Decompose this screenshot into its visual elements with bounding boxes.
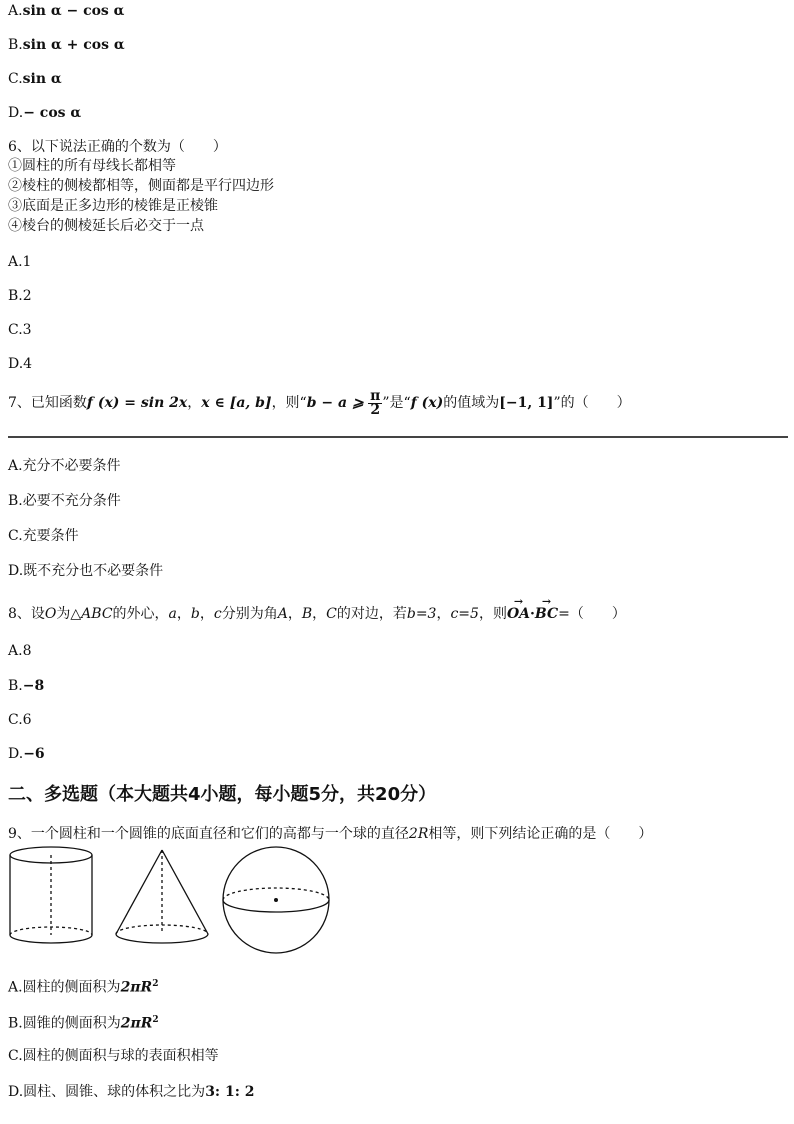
q6-option-b: B.2 (8, 288, 32, 304)
option-value: −6 (23, 746, 45, 762)
q8-comma: ， (287, 606, 302, 622)
option-math: 2πR (120, 979, 153, 996)
q5-option-c (8, 70, 62, 88)
q8-prefix: 8、设 (8, 606, 45, 622)
q8-o: O (44, 606, 57, 622)
q6-statement-3: ③底面是正多边形的棱锥是正棱锥 (8, 198, 218, 214)
option-value: −8 (22, 678, 45, 694)
sphere-figure (223, 847, 329, 953)
q8-vector-bc: → BC (535, 605, 558, 623)
q7-option-c: C.充要条件 (8, 528, 79, 544)
cone-base-front (116, 934, 208, 943)
q9-option-c (8, 1047, 219, 1065)
q7-fx: f (x) (410, 395, 444, 411)
q9-2r: 2R (408, 826, 429, 842)
q7-then: ，则“ (271, 395, 307, 411)
option-prefix: D. (8, 746, 24, 762)
frac-numerator: π (370, 387, 381, 404)
q7-cond-lhs: b − a ⩾ (306, 395, 364, 411)
q6-statement-1: ①圆柱的所有母线长都相等 (8, 158, 176, 174)
q6-statement-2: ②棱柱的侧棱都相等，侧面都是平行四边形 (8, 178, 274, 194)
q6-option-a: A.1 (8, 254, 32, 270)
q8-triangle: △ABC (70, 606, 113, 622)
q8-angle-b: B (301, 606, 313, 622)
q6-stem: 6、以下说法正确的个数为（ ） (8, 139, 227, 155)
option-text: C.圆柱的侧面积与球的表面积相等 (8, 1048, 219, 1064)
option-prefix: B. (8, 37, 23, 53)
option-text: D.圆柱、圆锥、球的体积之比为 (8, 1084, 206, 1100)
cone-figure (116, 850, 208, 943)
option-math: − cos α (23, 105, 82, 121)
q8-t3: 分别为角 (221, 606, 278, 622)
q7-stem (8, 388, 631, 418)
q8-vector-oa: → OA (507, 605, 530, 623)
q8-a: a (168, 606, 177, 622)
q7-mid: ”是“ (382, 395, 411, 411)
q7-option-b: B.必要不充分条件 (8, 493, 121, 509)
q8-comma: ， (199, 606, 214, 622)
q7-option-a: A.充分不必要条件 (8, 458, 121, 474)
option-value: 6 (22, 712, 32, 728)
option-prefix: D. (8, 105, 24, 121)
q6-option-d: D.4 (8, 356, 33, 372)
option-prefix: A. (8, 643, 23, 659)
q9-stem-b: 相等，则下列结论正确的是（ ） (428, 826, 653, 842)
q7-prefix: 7、已知函数 (8, 395, 87, 411)
option-prefix: C. (8, 71, 23, 87)
option-text: B.圆锥的侧面积为 (8, 1015, 121, 1032)
q8-t2: 的外心， (112, 606, 169, 622)
option-math: 3: 1: 2 (205, 1084, 255, 1100)
q9-stem (8, 825, 652, 843)
q9-figures (0, 842, 794, 962)
q7-domain: x ∈ [a, b] (201, 395, 272, 411)
option-sup: 2 (152, 1015, 159, 1025)
section-heading: 二、多选题（本大题共4小题，每小题5分，共20分） (8, 784, 437, 805)
q8-t4: 的对边，若 (336, 606, 407, 622)
q9-option-d (8, 1083, 255, 1101)
option-prefix: B. (8, 678, 23, 694)
q6-option-c: C.3 (8, 322, 32, 338)
option-math: sin α (22, 71, 62, 87)
q8-c-value: c=5 (450, 606, 479, 622)
sphere-center-dot (274, 898, 278, 902)
frac-denominator: 2 (370, 401, 381, 418)
q7-fraction (368, 387, 382, 418)
q8-t1: 为 (56, 606, 71, 622)
q8-t5: ，则 (478, 606, 507, 622)
q8-comma: ， (176, 606, 191, 622)
q8-dot: · (530, 606, 535, 622)
q8-b: b (190, 606, 200, 622)
q7-range-text: 的值域为 (443, 395, 500, 411)
q8-c: c (213, 606, 222, 622)
q6-statement-4: ④棱台的侧棱延长后必交于一点 (8, 218, 204, 234)
option-text: A.圆柱的侧面积为 (8, 979, 121, 996)
cone-left-edge (116, 850, 162, 934)
q8-option-d (8, 745, 45, 763)
q7-function: f (x) = sin 2x (86, 395, 188, 411)
q8-angle-c: C (326, 606, 337, 622)
option-prefix: C. (8, 712, 23, 728)
cone-right-edge (162, 850, 208, 934)
option-math: sin α + cos α (22, 37, 125, 53)
q7-tail: ”的（ ） (553, 395, 631, 411)
option-math: sin α − cos α (22, 3, 125, 19)
q8-tail: =（ ） (558, 606, 626, 622)
q8-angle-a: A (277, 606, 288, 622)
q8-option-b (8, 677, 44, 695)
q8-stem (8, 605, 626, 623)
q8-b-value: b=3 (406, 606, 437, 622)
q9-option-a (8, 975, 158, 997)
cylinder-bottom-front (10, 935, 92, 943)
q8-comma: ， (436, 606, 451, 622)
q7-sep: ， (187, 395, 202, 411)
q7-option-d: D.既不充分也不必要条件 (8, 563, 164, 579)
option-value: 8 (22, 643, 32, 659)
q5-option-a (8, 2, 124, 20)
option-math: 2πR (120, 1015, 153, 1032)
q5-option-d (8, 104, 81, 122)
q7-range: [−1, 1] (499, 395, 554, 411)
q9-stem-a: 9、一个圆柱和一个圆锥的底面直径和它们的高都与一个球的直径 (8, 826, 409, 842)
q8-option-c (8, 711, 32, 729)
divider (8, 436, 788, 438)
q8-comma: ， (312, 606, 327, 622)
option-sup: 2 (152, 979, 159, 989)
q8-option-a (8, 642, 31, 660)
q9-option-b (8, 1011, 159, 1033)
q5-option-b (8, 36, 125, 54)
option-prefix: A. (8, 3, 23, 19)
cylinder-figure (10, 847, 92, 943)
